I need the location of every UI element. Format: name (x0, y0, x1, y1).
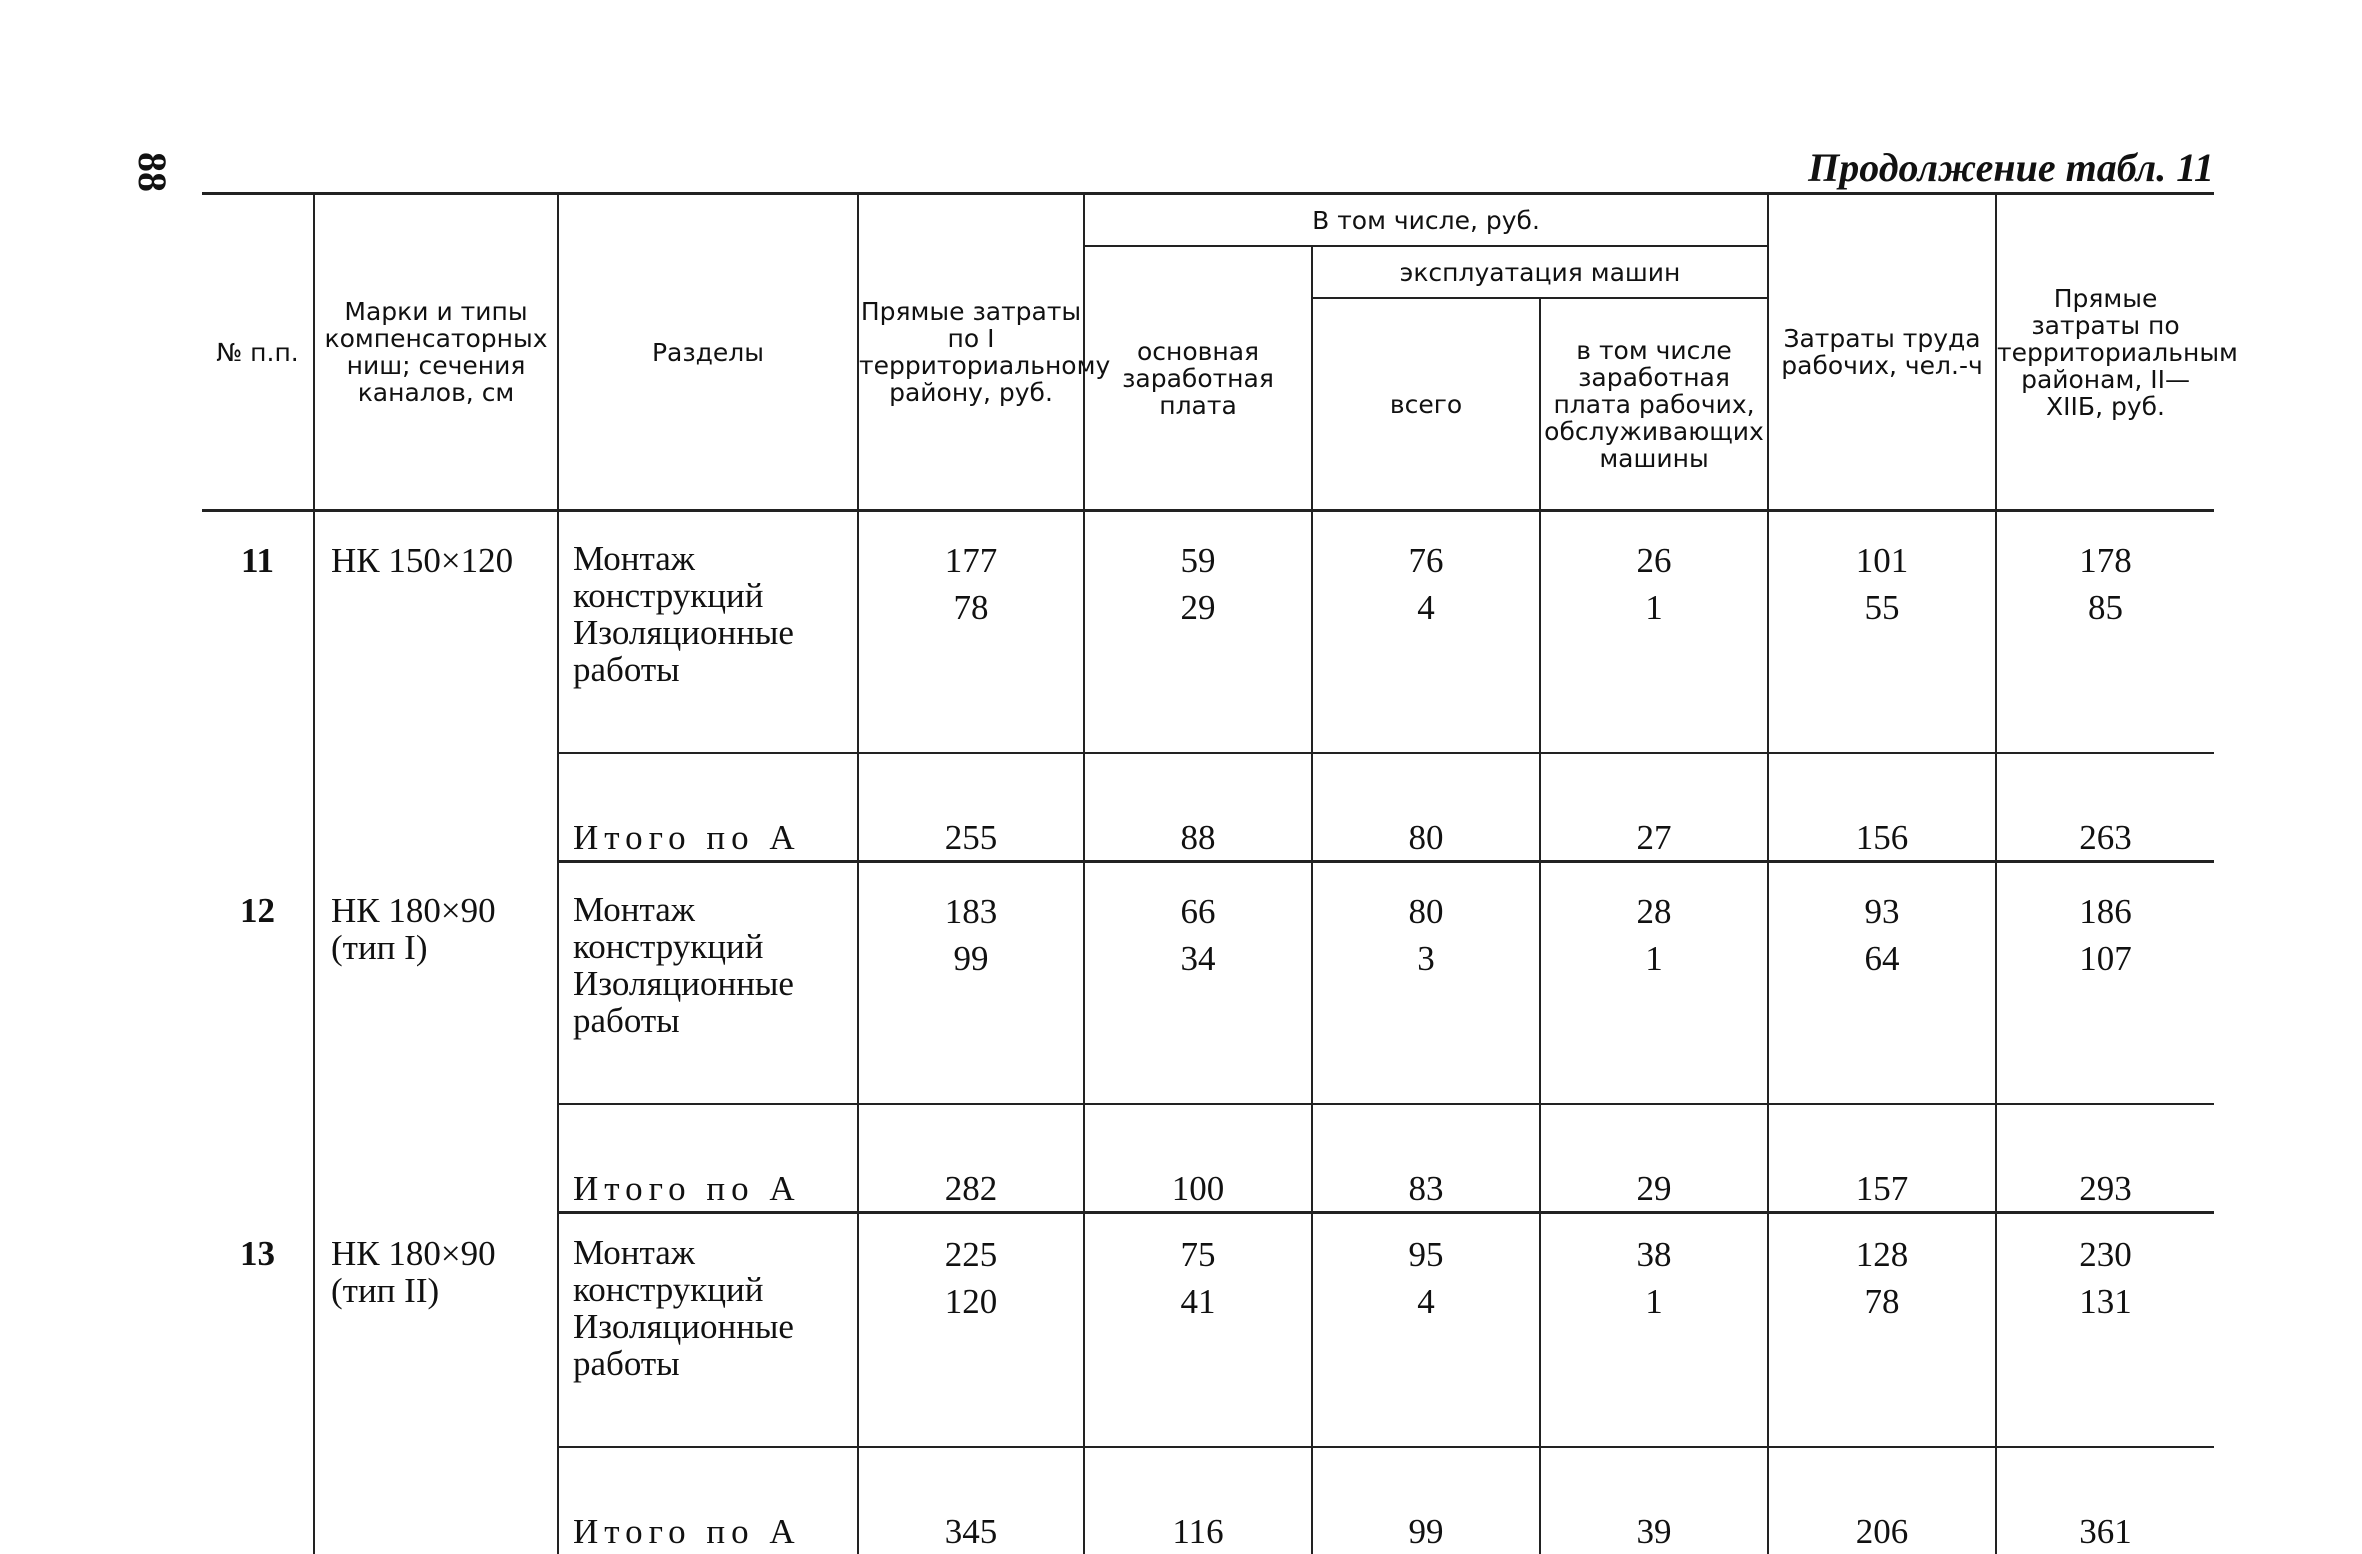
total-labor: 156 (1768, 753, 1996, 862)
header-direct-costs-1: Прямые затраты по I территориальному району, руб. (858, 194, 1084, 511)
mark-name: НК 180×90 (331, 1235, 557, 1272)
mark-name: НК 150×120 (331, 542, 557, 579)
total-machine-total: 83 (1312, 1104, 1540, 1213)
total-label: Итого по А (558, 1447, 858, 1554)
header-machine-operation: эксплуатация машин (1312, 246, 1768, 298)
value-base-wage: 66 34 (1084, 862, 1312, 1105)
section-cell (558, 1213, 858, 1448)
total-direct-costs-2: 293 (1996, 1104, 2214, 1213)
value-machine-total: 76 4 (1312, 511, 1540, 754)
table-row (202, 511, 2214, 754)
table-body (202, 511, 2214, 1554)
total-direct-costs-1: 282 (858, 1104, 1084, 1213)
value-machine-total: 80 3 (1312, 862, 1540, 1105)
page-number: 88 (130, 142, 174, 202)
table-row (202, 1213, 2214, 1448)
section-name: Изоляционные работы (573, 965, 853, 1039)
mark-name: НК 180×90 (331, 892, 557, 929)
value-labor: 93 64 (1768, 862, 1996, 1105)
value-base-wage: 59 29 (1084, 511, 1312, 754)
row-mark (314, 511, 558, 862)
header-sections: Разделы (558, 194, 858, 511)
total-machine-total: 80 (1312, 753, 1540, 862)
value-direct-costs-2: 186 107 (1996, 862, 2214, 1105)
header-including: В том числе, руб. (1084, 194, 1768, 247)
value-direct-costs-1: 183 99 (858, 862, 1084, 1105)
total-machine-wage: 27 (1540, 753, 1768, 862)
cost-table (202, 192, 2214, 1554)
header-base-wage: основная заработная плата (1084, 246, 1312, 511)
section-name: Монтаж конструкций (573, 1234, 853, 1308)
section-name: Изоляционные работы (573, 614, 853, 688)
table-row (202, 862, 2214, 1105)
value-direct-costs-1: 177 78 (858, 511, 1084, 754)
total-machine-wage: 29 (1540, 1104, 1768, 1213)
total-labor: 157 (1768, 1104, 1996, 1213)
total-base-wage: 100 (1084, 1104, 1312, 1213)
header-machine-wage: в том числе заработная плата рабочих, обслуживающих машины (1540, 298, 1768, 511)
total-label: Итого по А (558, 753, 858, 862)
section-name: Монтаж конструкций (573, 891, 853, 965)
section-name: Изоляционные работы (573, 1308, 853, 1382)
total-machine-wage: 39 (1540, 1447, 1768, 1554)
total-base-wage: 116 (1084, 1447, 1312, 1554)
value-base-wage: 75 41 (1084, 1213, 1312, 1448)
table-header (202, 194, 2214, 511)
total-direct-costs-1: 255 (858, 753, 1084, 862)
value-machine-wage: 38 1 (1540, 1213, 1768, 1448)
row-number: 12 (202, 862, 314, 1213)
mark-subtype: (тип I) (331, 929, 557, 966)
value-labor: 128 78 (1768, 1213, 1996, 1448)
value-direct-costs-2: 230 131 (1996, 1213, 2214, 1448)
row-mark (314, 862, 558, 1213)
header-num: № п.п. (202, 194, 314, 511)
total-direct-costs-2: 361 (1996, 1447, 2214, 1554)
value-machine-wage: 28 1 (1540, 862, 1768, 1105)
total-machine-total: 99 (1312, 1447, 1540, 1554)
total-labor: 206 (1768, 1447, 1996, 1554)
header-marks: Марки и типы компенсаторных ниш; сечения каналов, см (314, 194, 558, 511)
section-name: Монтаж конструкций (573, 540, 853, 614)
value-labor: 101 55 (1768, 511, 1996, 754)
total-direct-costs-1: 345 (858, 1447, 1084, 1554)
header-direct-costs-2: Прямые затраты по территориальным районам, II—XIIБ, руб. (1996, 194, 2214, 511)
total-direct-costs-2: 263 (1996, 753, 2214, 862)
section-cell (558, 511, 858, 754)
header-machine-total: всего (1312, 298, 1540, 511)
total-label: Итого по А (558, 1104, 858, 1213)
value-direct-costs-1: 225 120 (858, 1213, 1084, 1448)
cost-table-container (202, 192, 2214, 1554)
continuation-title: Продолжение табл. 11 (1808, 144, 2214, 191)
section-cell (558, 862, 858, 1105)
row-number: 11 (202, 511, 314, 862)
header-labor: Затраты труда рабочих, чел.-ч (1768, 194, 1996, 511)
row-mark (314, 1213, 558, 1554)
row-number: 13 (202, 1213, 314, 1554)
mark-subtype: (тип II) (331, 1272, 557, 1309)
value-machine-wage: 26 1 (1540, 511, 1768, 754)
value-direct-costs-2: 178 85 (1996, 511, 2214, 754)
value-machine-total: 95 4 (1312, 1213, 1540, 1448)
total-base-wage: 88 (1084, 753, 1312, 862)
